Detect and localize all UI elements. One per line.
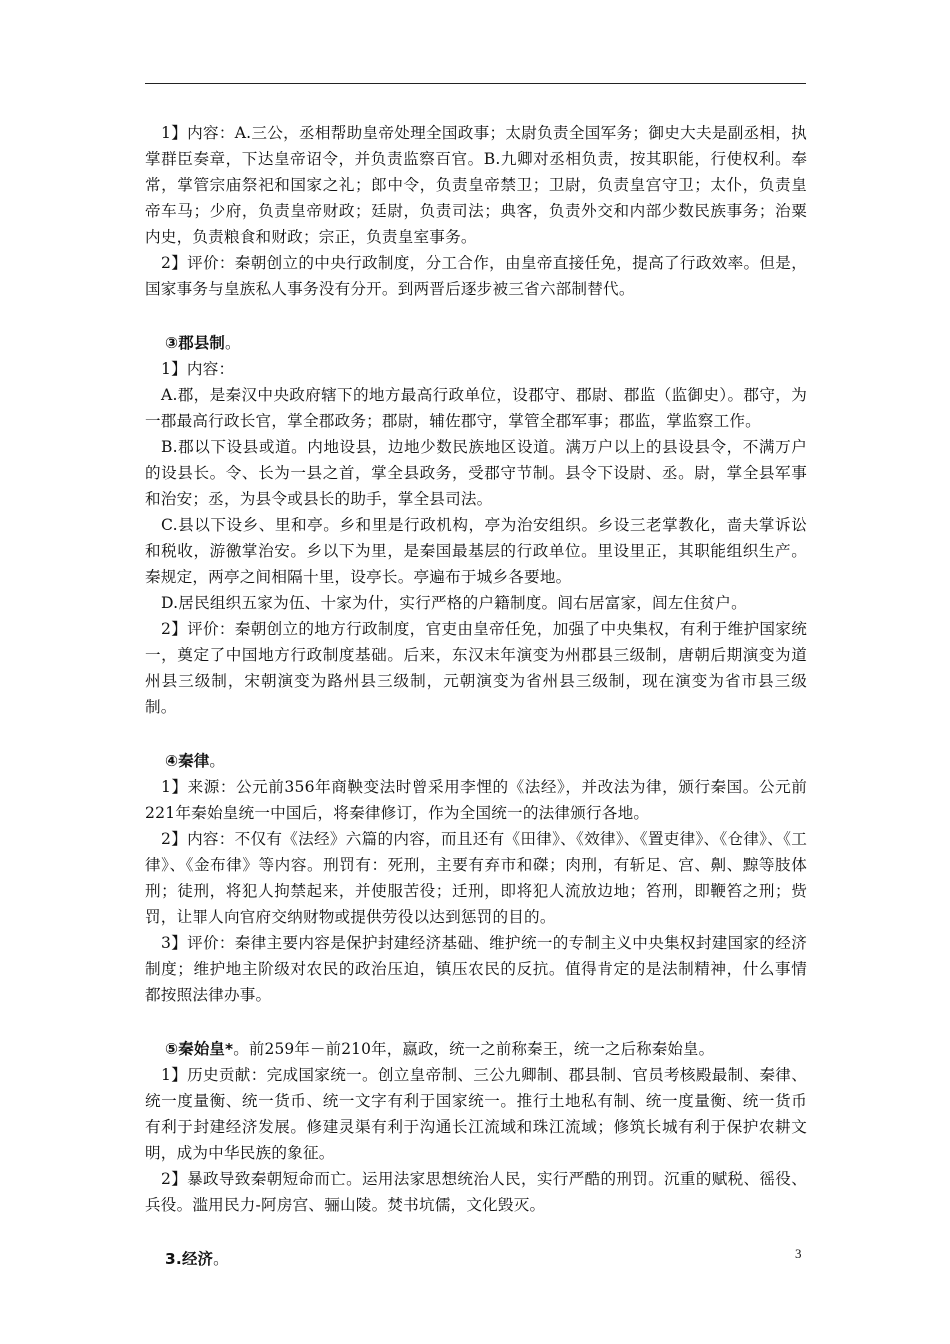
heading-text: ③郡县制 (165, 334, 226, 352)
paragraph: 2】评价：秦朝创立的地方行政制度，官吏由皇帝任免，加强了中央集权，有利于维护国家统一，奠定了中国地方行政制度基础。后来，东汉末年演变为州郡县三级制，唐朝后期演变为道州县三级制，宋朝演变为路州县三级制，元朝演变为省州县三级制，现在演变为省市县三级制。 (145, 620, 807, 716)
heading-rest: 。 (225, 334, 241, 352)
heading-rest: 。 (213, 1250, 229, 1268)
section-heading (145, 330, 807, 356)
section-qinshihuang (145, 1036, 807, 1218)
document-body (145, 120, 807, 1272)
section-jingji (145, 1246, 807, 1272)
header-rule (145, 83, 806, 84)
heading-text: ⑤秦始皇* (165, 1040, 234, 1058)
section-sangong-jiuqing (145, 120, 807, 302)
paragraph: A.郡，是秦汉中央政府辖下的地方最高行政单位，设郡守、郡尉、郡监（监御史）。郡守，为一郡最高行政长官，掌全郡政务；郡尉，辅佐郡守，掌管全郡军事；郡监，掌监察工作。 (145, 386, 807, 430)
paragraph: C.县以下设乡、里和亭。乡和里是行政机构，亭为治安组织。乡设三老掌教化，啬夫掌诉讼和税收，游徼掌治安。乡以下为里，是秦国最基层的行政单位。里设里正，其职能组织生产。秦规定，两亭之间相隔十里，设亭长。亭遍布于城乡各要地。 (145, 516, 807, 586)
section-heading (145, 1246, 807, 1272)
heading-rest: 。 (209, 752, 226, 770)
paragraph: 3】评价：秦律主要内容是保护封建经济基础、维护统一的专制主义中央集权封建国家的经济制度；维护地主阶级对农民的政治压迫，镇压农民的反抗。值得肯定的是法制精神，什么事情都按照法律办事。 (145, 934, 807, 1004)
paragraph: B.郡以下设县或道。内地设县，边地少数民族地区设道。满万户以上的县设县令，不满万户的设县长。令、长为一县之首，掌全县政务，受郡守节制。县令下设尉、丞。尉，掌全县军事和治安；丞，为县令或县长的助手，掌全县司法。 (145, 438, 807, 508)
page-number: 3 (795, 1246, 802, 1261)
section-junxianzhi (145, 330, 807, 720)
paragraph: 1】内容： (161, 360, 235, 378)
paragraph: 1】内容：A.三公，丞相帮助皇帝处理全国政事；太尉负责全国军务；御史大夫是副丞相，执掌群臣奏章，下达皇帝诏令，并负责监察百官。B.九卿对丞相负责，按其职能，行使权利。奉常，掌管宗庙祭祀和国家之礼；郎中令，负责皇帝禁卫；卫尉，负责皇宫守卫；太仆，负责皇帝车马；少府，负责皇帝财政；廷尉，负责司法；典客，负责外交和内部少数民族事务；治粟内史，负责粮食和财政；宗正，负责皇室事务。 (145, 124, 807, 246)
paragraph: 1】历史贡献：完成国家统一。创立皇帝制、三公九卿制、郡县制、官员考核殿最制、秦律、统一度量衡、统一货币、统一文字有利于国家统一。推行土地私有制、统一度量衡、统一货币有利于封建经济发展。修建灵渠有利于沟通长江流域和珠江流域；修筑长城有利于保护农耕文明，成为中华民族的象征。 (145, 1066, 807, 1162)
paragraph: 1】来源：公元前356年商鞅变法时曾采用李悝的《法经》，并改法为律，颁行秦国。公元前221年秦始皇统一中国后，将秦律修订，作为全国统一的法律颁行各地。 (145, 778, 807, 822)
paragraph: D.居民组织五家为伍、十家为什，实行严格的户籍制度。闾右居富家，闾左住贫户。 (161, 594, 747, 612)
paragraph: 2】评价：秦朝创立的中央行政制度，分工合作，由皇帝直接任免，提高了行政效率。但是，国家事务与皇族私人事务没有分开。到两晋后逐步被三省六部制替代。 (145, 254, 807, 298)
section-heading (145, 1036, 807, 1062)
heading-rest: 。前259年－前210年，嬴政，统一之前称秦王，统一之后称秦始皇。 (233, 1040, 715, 1058)
heading-text: 3.经济 (165, 1250, 214, 1268)
section-qinlv (145, 748, 807, 1008)
heading-text: ④秦律 (165, 752, 210, 770)
section-heading (145, 748, 807, 774)
paragraph: 2】内容：不仅有《法经》六篇的内容，而且还有《田律》、《效律》、《置吏律》、《仓律》、《工律》、《金布律》等内容。刑罚有：死刑，主要有弃市和磔；肉刑，有斩足、宫、劓、黥等肢体刑；徒刑，将犯人拘禁起来，并使服苦役；迁刑，即将犯人流放边地；笞刑，即鞭笞之刑；赀罚，让罪人向官府交纳财物或提供劳役以达到惩罚的目的。 (145, 830, 807, 926)
paragraph: 2】暴政导致秦朝短命而亡。运用法家思想统治人民，实行严酷的刑罚。沉重的赋税、徭役、兵役。滥用民力-阿房宫、骊山陵。焚书坑儒，文化毁灭。 (145, 1170, 807, 1214)
